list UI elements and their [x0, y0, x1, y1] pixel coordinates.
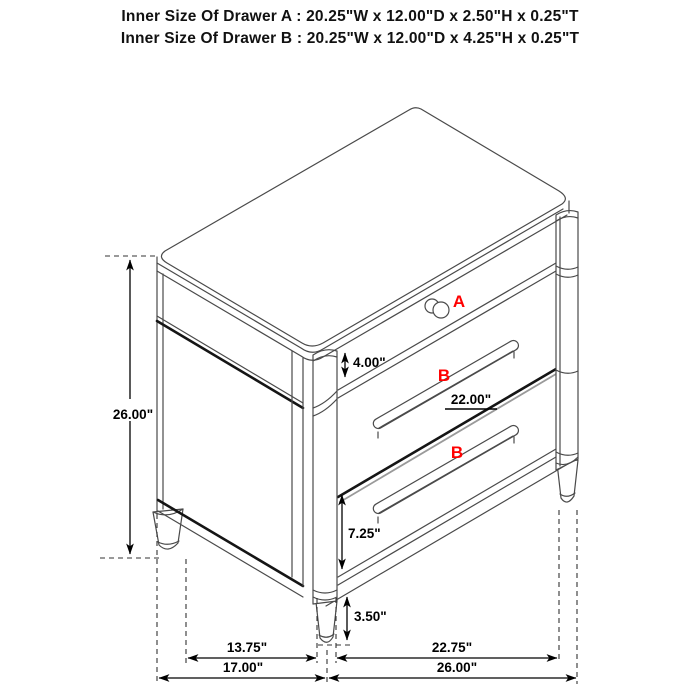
drawer-a-knob [425, 299, 449, 318]
handle-length-label: 22.00" [450, 392, 492, 407]
drawer-b-upper-handle [372, 339, 521, 438]
front-corner-post [313, 350, 337, 604]
leg-height-label: 3.50" [354, 609, 387, 624]
drawer-a-letter: A [452, 292, 466, 311]
drawer-a-height-label: 4.00" [353, 355, 386, 370]
drawer-b-upper-letter: B [437, 366, 451, 385]
right-corner-post [556, 211, 578, 470]
table-top [157, 108, 569, 361]
drawer-b-lower-letter: B [450, 443, 464, 462]
title-line-drawer-a: Inner Size Of Drawer A : 20.25"W x 12.00"D x 2.50"H x 0.25"T [121, 8, 579, 25]
drawer-b-height-label: 7.25" [348, 526, 381, 541]
front-leg [316, 601, 337, 642]
overall-width-label: 26.00" [436, 660, 478, 675]
overall-height-label: 26.00" [112, 407, 154, 422]
title-line-drawer-b: Inner Size Of Drawer B : 20.25"W x 12.00"D x 4.25"H x 0.25"T [120, 30, 580, 47]
leg-span-depth-label: 13.75" [226, 640, 268, 655]
nightstand-drawing [153, 108, 578, 643]
leg-span-width-label: 22.75" [431, 640, 473, 655]
overall-depth-label: 17.00" [222, 660, 264, 675]
